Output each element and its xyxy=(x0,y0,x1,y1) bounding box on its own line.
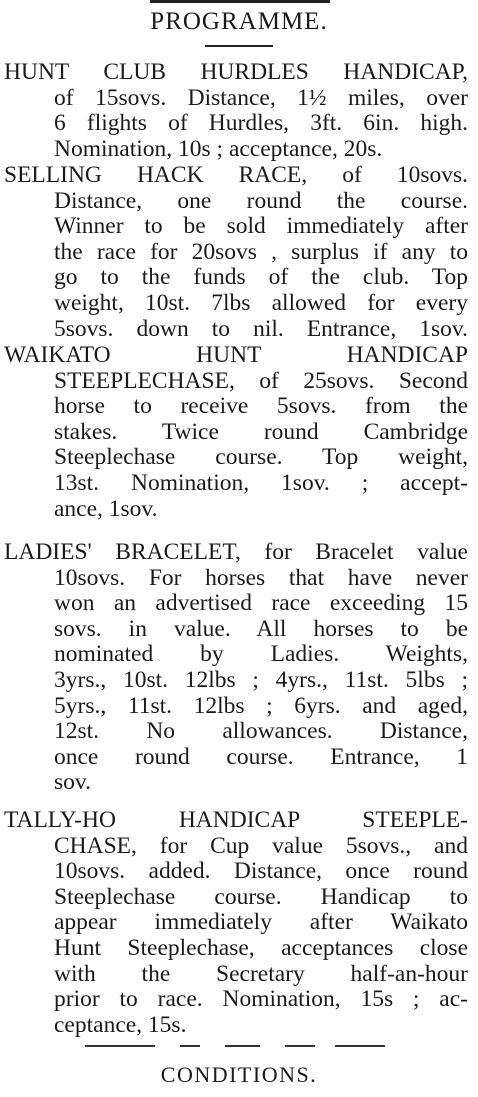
race-waikato-hunt xyxy=(4,343,468,522)
race-line: Distance, one round the course. xyxy=(54,187,468,214)
race-line: ceptance, 15s. xyxy=(54,1011,187,1038)
race-line: CHASE, for Cup value 5sovs., and xyxy=(54,832,468,859)
race-line: WAIKATO HUNT HANDICAP xyxy=(4,342,468,368)
race-line: go to the funds of the club. Top xyxy=(54,264,468,291)
bottom-rule-segment xyxy=(225,1045,260,1047)
bottom-rule-segment xyxy=(85,1045,155,1047)
conditions-heading: CONDITIONS. xyxy=(160,1062,318,1087)
race-line: LADIES' BRACELET, for Bracelet value xyxy=(4,539,468,565)
race-line: 3yrs., 10st. 12lbs ; 4yrs., 11st. 5lbs ; xyxy=(54,666,468,693)
short-rule xyxy=(205,45,273,47)
race-line: horse to receive 5sovs. from the xyxy=(54,393,468,420)
race-line: won an advertised race exceeding 15 xyxy=(54,590,468,617)
race-line: Winner to be sold immediately after xyxy=(54,213,468,240)
race-line: Steeplechase course. Top weight, xyxy=(54,444,468,471)
race-line: ance, 1sov. xyxy=(54,495,158,522)
race-line: 5sovs. down to nil. Entrance, 1sov. xyxy=(54,315,468,342)
race-line: SELLING HACK RACE, of 10sovs. xyxy=(4,162,468,188)
race-line: 6 flights of Hurdles, 3ft. 6in. high. xyxy=(54,110,468,137)
race-line: HUNT CLUB HURDLES HANDICAP, xyxy=(4,59,468,85)
race-line: weight, 10st. 7lbs allowed for every xyxy=(54,289,468,316)
race-line: Steeplechase course. Handicap to xyxy=(54,883,468,910)
race-line: 10sovs. added. Distance, once round xyxy=(54,858,468,885)
race-line: nominated by Ladies. Weights, xyxy=(54,641,468,668)
race-line: once round course. Entrance, 1 xyxy=(54,743,468,770)
race-line: with the Secretary half-an-hour xyxy=(54,960,468,987)
race-line: Hunt Steeplechase, acceptances close xyxy=(54,934,468,961)
bottom-rule-segment xyxy=(335,1045,385,1047)
race-line: 12st. No allowances. Distance, xyxy=(54,718,468,745)
race-line: prior to race. Nomination, 15s ; ac- xyxy=(54,986,468,1013)
race-line: TALLY-HO HANDICAP STEEPLE- xyxy=(4,807,468,833)
race-tally-ho xyxy=(4,808,468,1038)
race-ladies-bracelet xyxy=(4,540,468,796)
race-line: sov. xyxy=(54,769,91,796)
race-line: sovs. in value. All horses to be xyxy=(54,615,468,642)
bottom-rule-segment xyxy=(285,1045,315,1047)
race-line: STEEPLECHASE, of 25sovs. Second xyxy=(54,367,468,394)
race-selling-hack xyxy=(4,163,468,342)
race-line: Nomination, 10s ; acceptance, 20s. xyxy=(54,135,383,162)
race-line: the race for 20sovs , surplus if any to xyxy=(54,238,468,265)
race-line: stakes. Twice round Cambridge xyxy=(54,418,468,445)
race-line: 13st. Nomination, 1sov. ; accept- xyxy=(54,469,468,496)
bottom-rule-segment xyxy=(180,1045,200,1047)
race-line: 5yrs., 11st. 12lbs ; 6yrs. and aged, xyxy=(54,692,468,719)
top-rule xyxy=(150,0,330,3)
race-line: of 15sovs. Distance, 1½ miles, over xyxy=(54,84,468,111)
programme-heading: PROGRAMME. xyxy=(150,8,328,35)
race-hunt-club-hurdles xyxy=(4,60,468,162)
race-line: appear immediately after Waikato xyxy=(54,909,468,936)
race-line: 10sovs. For horses that have never xyxy=(54,564,468,591)
